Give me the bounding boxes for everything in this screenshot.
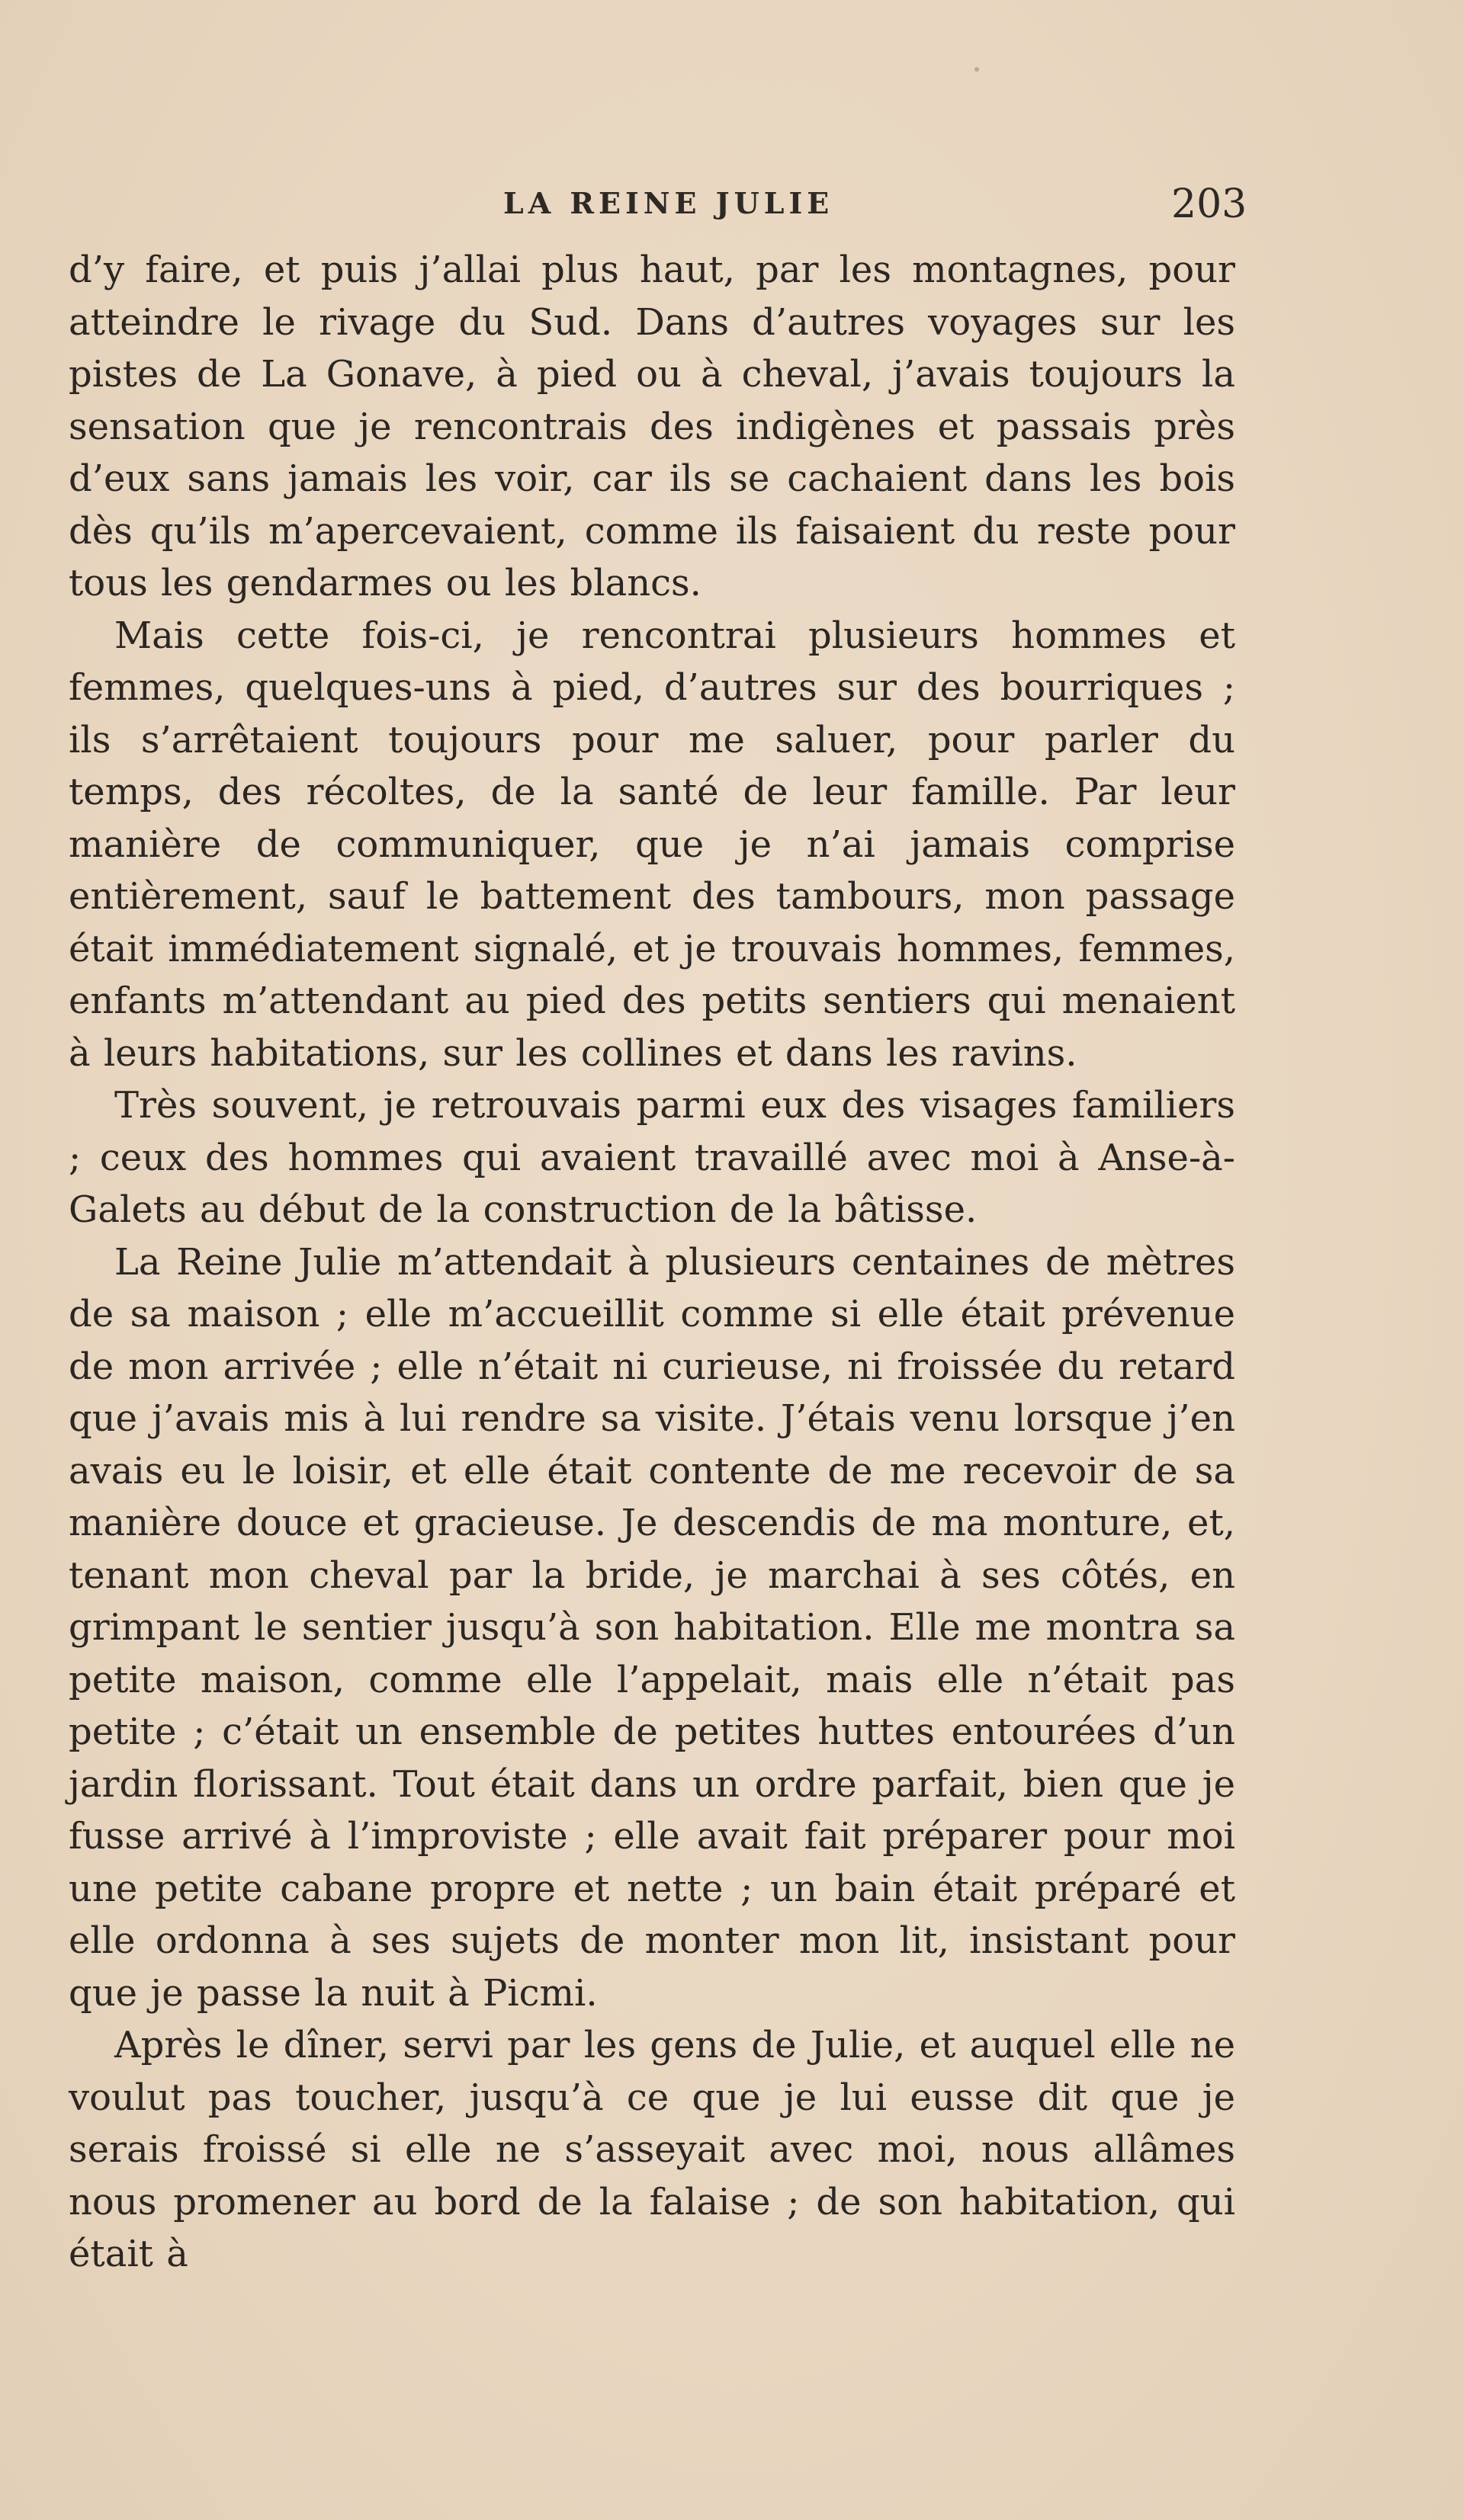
running-title: LA REINE JULIE — [503, 186, 834, 220]
page-number: 203 — [1171, 181, 1247, 227]
paragraph-1: d’y faire, et puis j’allai plus haut, par les montagnes, pour atteindre le rivage du Sud. Dans d’autres voyages sur les pistes de La Gonave, à pied ou à cheval, j’avais toujours la sensation que je rencontrais des indigènes et passais près d’eux sans jamais les voir, car ils se cachaient dans les bois dès qu’ils m’apercevaient, comme ils faisaient du reste pour tous les gendarmes ou les blancs. — [69, 248, 1235, 604]
paragraph-3: Très souvent, je retrouvais parmi eux des visages familiers ; ceux des hommes qui avaient travaillé avec moi à Anse-à-Galets au début de la construction de la bâtisse. — [69, 1084, 1235, 1231]
running-head — [0, 181, 1464, 227]
paper-speck — [974, 67, 979, 72]
paragraph-5: Après le dîner, servi par les gens de Julie, et auquel elle ne voulut pas toucher, jusqu’à ce que je lui eusse dit que je serais froissé si elle ne s’asseyait avec moi, nous allâmes nous promener au bord de la falaise ; de son habitation, qui était à — [69, 2024, 1235, 2275]
paragraph-2: Mais cette fois-ci, je rencontrai plusieurs hommes et femmes, quelques-uns à pied, d’autres sur des bourriques ; ils s’arrêtaient toujours pour me saluer, pour parler du temps, des récoltes, de la santé de leur famille. Par leur manière de communiquer, que je n’ai jamais comprise entièrement, sauf le battement des tambours, mon passage était immédiatement signalé, et je trouvais hommes, femmes, enfants m’attendant au pied des petits sentiers qui menaient à leurs habitations, sur les collines et dans les ravins. — [69, 614, 1235, 1075]
body-text — [69, 244, 1235, 2281]
paragraph-4: La Reine Julie m’attendait à plusieurs centaines de mètres de sa maison ; elle m’accueillit comme si elle était prévenue de mon arrivée ; elle n’était ni curieuse, ni froissée du retard que j’avais mis à lui rendre sa visite. J’étais venu lorsque j’en avais eu le loisir, et elle était contente de me recevoir de sa manière douce et gracieuse. Je descendis de ma monture, et, tenant mon cheval par la bride, je marchai à ses côtés, en grimpant le sentier jusqu’à son habitation. Elle me montra sa petite maison, comme elle l’appelait, mais elle n’était pas petite ; c’était un ensemble de petites huttes entourées d’un jardin florissant. Tout était dans un ordre parfait, bien que je fusse arrivé à l’improviste ; elle avait fait préparer pour moi une petite cabane propre et nette ; un bain était préparé et elle ordonna à ses sujets de monter mon lit, insistant pour que je passe la nuit à Picmi. — [69, 1240, 1235, 2015]
